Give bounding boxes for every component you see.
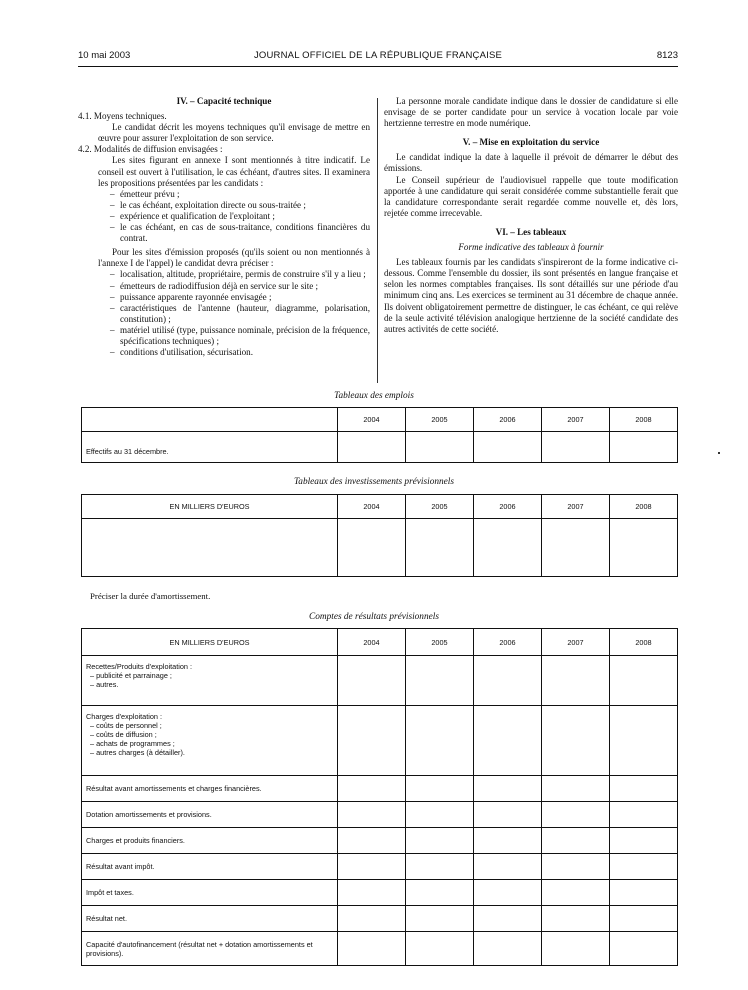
table-cell	[474, 802, 542, 828]
section-vi-title: VI. – Les tableaux	[495, 226, 567, 237]
year-header: 2005	[406, 408, 474, 432]
table-row	[82, 828, 678, 854]
table-cell	[406, 656, 474, 706]
note-amortissement: Préciser la durée d'amortissement.	[90, 591, 211, 601]
table-header-row	[82, 495, 678, 519]
list-item: – expérience et qualification de l'exploitant ;	[110, 211, 370, 222]
year-header: 2007	[542, 495, 610, 519]
table-cell	[338, 519, 406, 577]
list-item: – émetteurs de radiodiffusion déjà en service sur le site ;	[110, 281, 370, 292]
table-cell	[474, 432, 542, 463]
table-row	[82, 776, 678, 802]
table-row	[82, 706, 678, 776]
row-label: Résultat avant amortissements et charges financières.	[82, 776, 338, 802]
list-item: – conditions d'utilisation, sécurisation.	[110, 347, 370, 358]
year-header: 2008	[610, 495, 678, 519]
table-cell	[610, 519, 678, 577]
page-number: 8123	[656, 50, 678, 61]
table-cell	[610, 802, 678, 828]
table-row	[82, 932, 678, 966]
right-column	[384, 96, 678, 335]
para-4-2: Les sites figurant en annexe I sont mentionnés à titre indicatif. Le conseil est ouvert à l'utilisation, le cas échéant, d'autres sites. Il examinera les propositions présentées par les candidats :	[98, 155, 370, 188]
table-row	[82, 802, 678, 828]
table-header-row	[82, 408, 678, 432]
table-cell	[474, 932, 542, 966]
para-sites: Pour les sites d'émission proposés (qu'ils soient ou non mentionnés à l'annexe I de l'appel) le candidat devra préciser :	[98, 247, 370, 269]
year-header: 2006	[474, 495, 542, 519]
table-cell	[338, 880, 406, 906]
list-item: – caractéristiques de l'antenne (hauteur, diagramme, polarisation, constitution) ;	[110, 303, 370, 325]
unit-header: EN MILLIERS D'EUROS	[82, 629, 338, 656]
row-label: Dotation amortissements et provisions.	[82, 802, 338, 828]
table-cell	[610, 706, 678, 776]
table-row	[82, 880, 678, 906]
list-item: – émetteur prévu ;	[110, 189, 370, 200]
table-cell	[542, 656, 610, 706]
row-label: Capacité d'autofinancement (résultat net + dotation amortissements et provisions).	[82, 932, 338, 966]
row-label: Charges d'exploitation : – coûts de personnel ; – coûts de diffusion ; – achats de programmes ; – autres charges (à détailler).	[82, 706, 338, 776]
publication-date: 10 mai 2003	[78, 50, 131, 61]
table-row	[82, 854, 678, 880]
table-cell	[474, 880, 542, 906]
sub-item: – autres charges (à détailler).	[90, 748, 185, 757]
table-cell	[406, 828, 474, 854]
list-item: – le cas échéant, exploitation directe ou sous-traitée ;	[110, 200, 370, 211]
table-cell	[474, 828, 542, 854]
table-cell	[406, 906, 474, 932]
table-cell	[542, 906, 610, 932]
year-header: 2004	[338, 408, 406, 432]
table-comptes	[81, 628, 678, 966]
unit-header: EN MILLIERS D'EUROS	[82, 495, 338, 519]
year-header: 2004	[338, 495, 406, 519]
page-header	[78, 50, 678, 64]
year-header: 2008	[610, 408, 678, 432]
table-cell	[542, 776, 610, 802]
table-cell	[542, 854, 610, 880]
caption-investissements: Tableaux des investissements prévisionnels	[293, 477, 454, 487]
table-cell	[406, 519, 474, 577]
table-row	[82, 656, 678, 706]
left-column	[78, 96, 370, 358]
row-label: Charges et produits financiers.	[82, 828, 338, 854]
year-header: 2004	[338, 629, 406, 656]
caption-comptes: Comptes de résultats prévisionnels	[309, 612, 439, 622]
table-row	[82, 906, 678, 932]
section-v-title: V. – Mise en exploitation du service	[462, 137, 600, 148]
table-cell	[338, 854, 406, 880]
table-cell	[406, 932, 474, 966]
table-cell	[542, 706, 610, 776]
stray-mark	[718, 452, 720, 454]
para-v2: Le Conseil supérieur de l'audiovisuel rappelle que toute modification apportée à une candidature qui serait considérée comme substantielle ferait que la candidature correspondante serait regardée comme nouvelle et, dès lors, rejetée comme irrecevable.	[384, 174, 678, 218]
list-sites	[78, 269, 370, 358]
table-cell	[610, 880, 678, 906]
para-v1: Le candidat indique la date à laquelle il prévoit de démarrer le début des émissions.	[384, 152, 678, 174]
list-item: – puissance apparente rayonnée envisagée ;	[110, 292, 370, 303]
table-cell	[406, 854, 474, 880]
year-header: 2008	[610, 629, 678, 656]
year-header: 2006	[474, 629, 542, 656]
table-cell	[338, 706, 406, 776]
table-cell	[338, 656, 406, 706]
header-rule	[78, 66, 678, 67]
table-cell	[610, 776, 678, 802]
table-cell	[474, 906, 542, 932]
table-cell	[82, 408, 338, 432]
item-4-1: 4.1. Moyens techniques.	[78, 111, 167, 122]
sub-item: – coûts de diffusion ;	[90, 730, 157, 739]
table-cell	[542, 802, 610, 828]
year-header: 2005	[406, 629, 474, 656]
list-item: – matériel utilisé (type, puissance nominale, précision de la fréquence, spécifications techniques) ;	[110, 325, 370, 347]
table-cell	[542, 880, 610, 906]
table-cell	[474, 706, 542, 776]
list-candidats	[78, 189, 370, 244]
table-row	[82, 432, 678, 463]
para-4-1: Le candidat décrit les moyens techniques qu'il envisage de mettre en œuvre pour assurer l'exploitation de son service.	[98, 122, 370, 144]
table-cell	[542, 519, 610, 577]
table-header-row	[82, 629, 678, 656]
table-cell	[406, 880, 474, 906]
table-cell	[406, 776, 474, 802]
year-header: 2006	[474, 408, 542, 432]
sub-item: – achats de programmes ;	[90, 739, 175, 748]
table-cell	[474, 519, 542, 577]
table-row	[82, 519, 678, 577]
sub-item: – autres.	[90, 680, 119, 689]
row-label: Effectifs au 31 décembre.	[82, 432, 338, 463]
column-divider	[377, 98, 378, 383]
row-label: Impôt et taxes.	[82, 880, 338, 906]
row-label: Résultat avant impôt.	[82, 854, 338, 880]
table-cell	[474, 656, 542, 706]
journal-title: JOURNAL OFFICIEL DE LA RÉPUBLIQUE FRANÇAISE	[253, 50, 503, 61]
table-cell	[610, 656, 678, 706]
table-cell	[338, 932, 406, 966]
table-emplois	[81, 407, 678, 463]
table-cell	[610, 432, 678, 463]
table-investissements	[81, 494, 678, 577]
sub-item: – coûts de personnel ;	[90, 721, 162, 730]
table-cell	[338, 432, 406, 463]
table-cell	[338, 828, 406, 854]
table-cell	[542, 932, 610, 966]
row-label: Recettes/Produits d'exploitation : – publicité et parrainage ; – autres.	[82, 656, 338, 706]
caption-emplois: Tableaux des emplois	[334, 391, 414, 401]
list-item: – localisation, altitude, propriétaire, permis de construire s'il y a lieu ;	[110, 269, 370, 280]
para-vi: Les tableaux fournis par les candidats s'inspireront de la forme indicative ci-dessous. Comme l'ensemble du dossier, ils sont présentés en langue française et selon les normes comptables françaises. Ils sont détaillés sur une période d'au minimum cinq ans. Les exercices se terminent au 31 décembre de chaque année. Ils doivent obligatoirement permettre de distinguer, le cas échéant, ce qui relève de la seule activité télévision analogique hertzienne de la société candidate des autres activités de cette société.	[384, 257, 678, 334]
table-cell	[406, 706, 474, 776]
section-vi-subtitle: Forme indicative des tableaux à fournir	[458, 242, 604, 253]
list-item: – le cas échéant, en cas de sous-traitance, conditions financières du contrat.	[110, 222, 370, 244]
year-header: 2007	[542, 629, 610, 656]
year-header: 2007	[542, 408, 610, 432]
table-cell	[610, 854, 678, 880]
table-cell	[610, 906, 678, 932]
table-cell	[406, 432, 474, 463]
para-numerique: La personne morale candidate indique dans le dossier de candidature si elle envisage de se porter candidate pour un service à vocation locale par voie hertzienne terrestre en mode numérique.	[384, 96, 678, 129]
row-label: Résultat net.	[82, 906, 338, 932]
table-cell	[542, 432, 610, 463]
table-cell	[406, 802, 474, 828]
table-cell	[542, 828, 610, 854]
table-cell	[474, 776, 542, 802]
table-cell	[82, 519, 338, 577]
table-cell	[338, 802, 406, 828]
table-cell	[474, 854, 542, 880]
year-header: 2005	[406, 495, 474, 519]
table-cell	[338, 776, 406, 802]
table-cell	[610, 828, 678, 854]
sub-item: – publicité et parrainage ;	[90, 671, 172, 680]
table-cell	[610, 932, 678, 966]
item-4-2: 4.2. Modalités de diffusion envisagées :	[78, 144, 223, 155]
section-iv-title: IV. – Capacité technique	[176, 96, 272, 106]
table-cell	[338, 906, 406, 932]
